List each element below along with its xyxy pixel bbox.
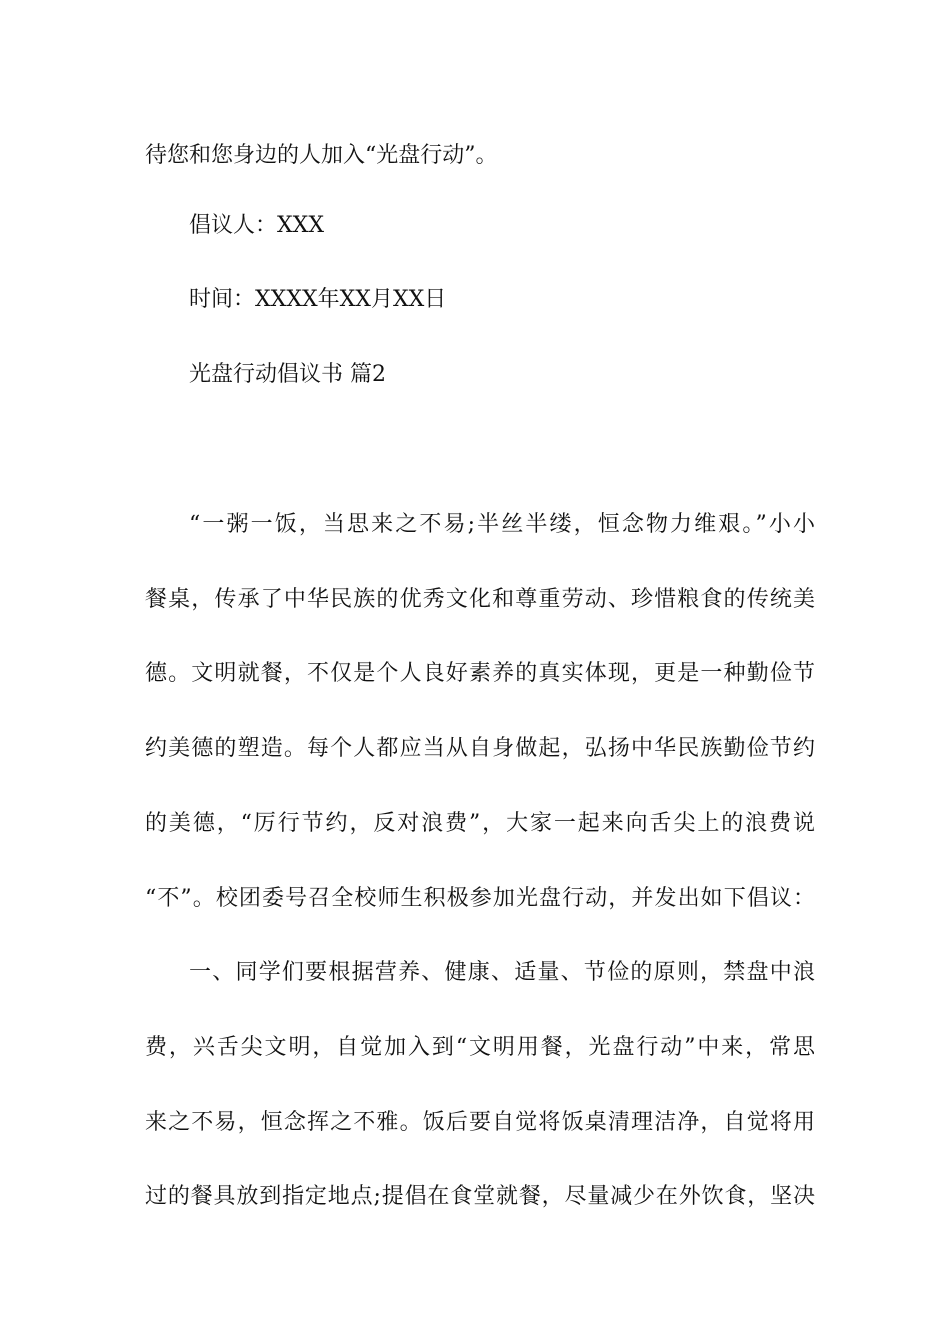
paragraph-2-line: 一、同学们要根据营养、健康、适量、节俭的原则，禁盘中浪 [189, 960, 815, 985]
paragraph-1-line: 的美德，“厉行节约，反对浪费”，大家一起来向舌尖上的浪费说 [145, 811, 815, 836]
section-title: 光盘行动倡议书 篇2 [189, 362, 386, 387]
paragraph-1-line: “不”。校团委号召全校师生积极参加光盘行动，并发出如下倡议： [145, 886, 815, 911]
paragraph-2-line: 过的餐具放到指定地点;提倡在食堂就餐，尽量减少在外饮食，坚决 [145, 1184, 815, 1209]
paragraph-2-line: 来之不易，恒念挥之不雅。饭后要自觉将饭桌清理洁净，自觉将用 [145, 1110, 815, 1135]
continuation-line: 待您和您身边的人加入“光盘行动”。 [145, 143, 498, 168]
paragraph-1-line: 约美德的塑造。每个人都应当从自身做起，弘扬中华民族勤俭节约 [145, 736, 815, 761]
signer-line: 倡议人：XXX [189, 213, 324, 238]
paragraph-1-line: 德。文明就餐，不仅是个人良好素养的真实体现，更是一种勤俭节 [145, 661, 815, 686]
date-line: 时间：XXXX年XX月XX日 [189, 287, 447, 312]
paragraph-2-line: 费，兴舌尖文明，自觉加入到“文明用餐，光盘行动”中来，常思 [145, 1035, 815, 1060]
paragraph-1-line: “一粥一饭，当思来之不易;半丝半缕，恒念物力维艰。”小小 [189, 512, 815, 537]
paragraph-1-line: 餐桌，传承了中华民族的优秀文化和尊重劳动、珍惜粮食的传统美 [145, 587, 815, 612]
